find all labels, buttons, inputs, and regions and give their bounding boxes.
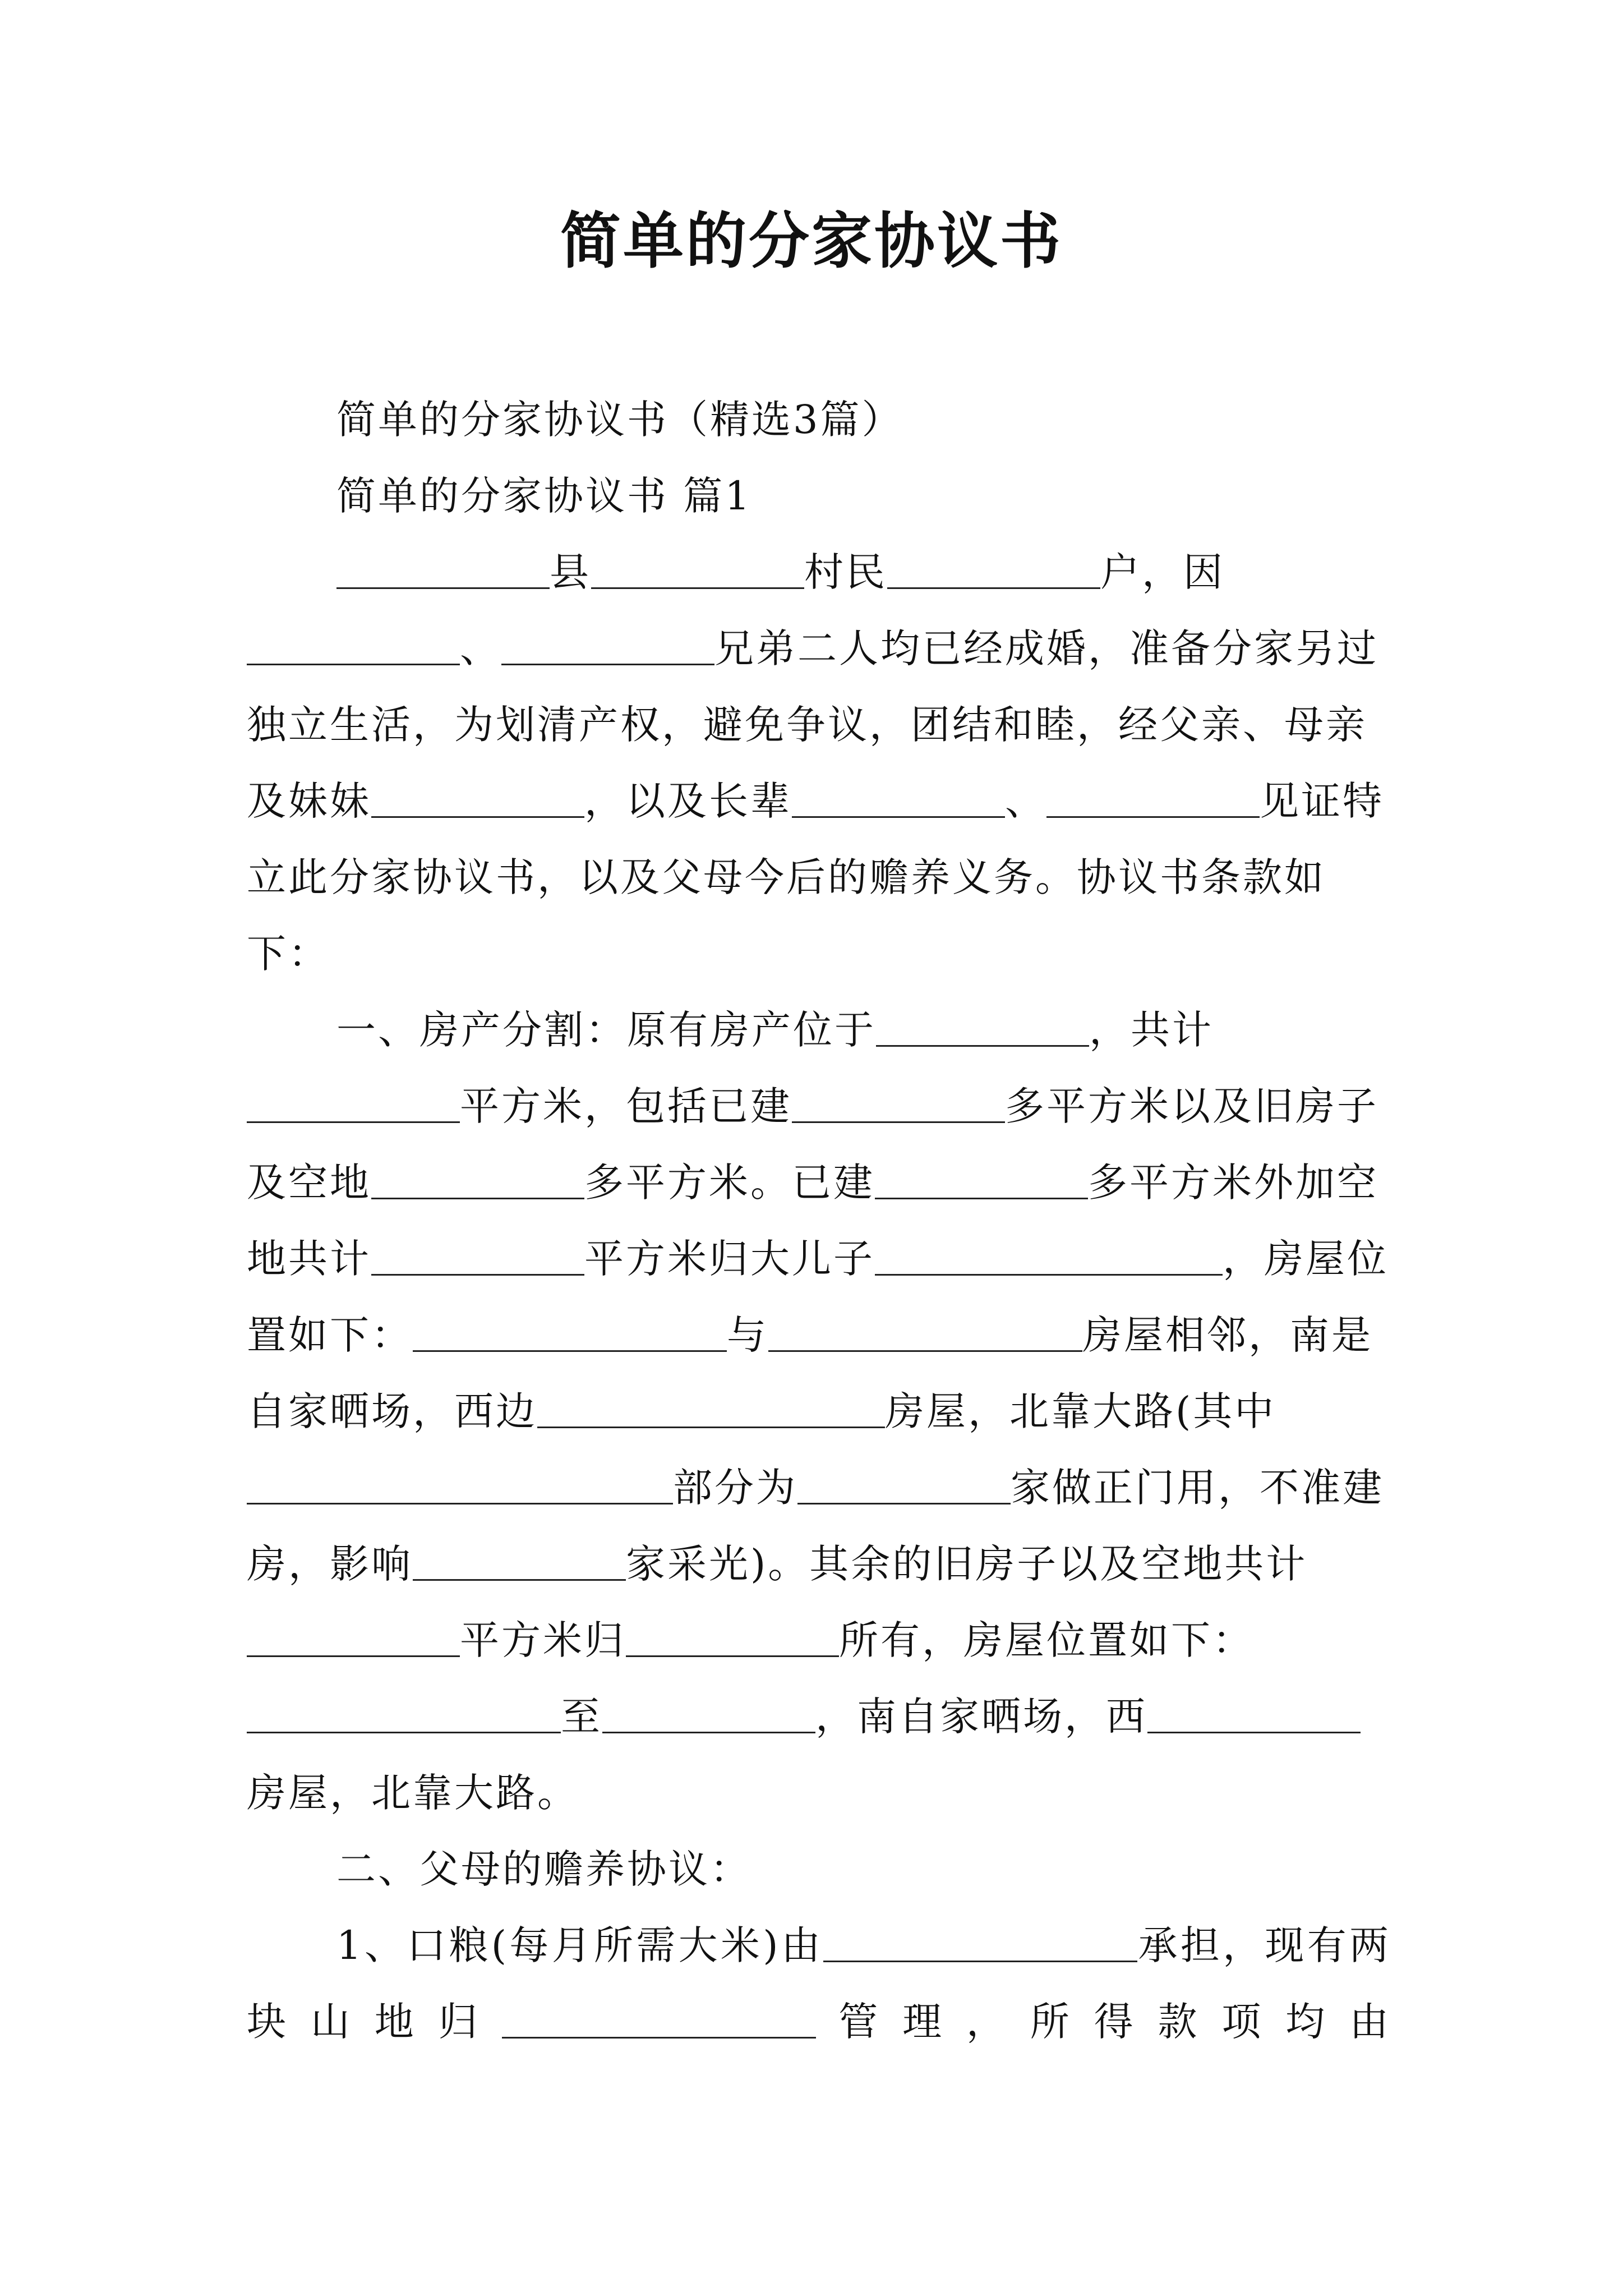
- blank-built-area: [792, 1082, 1005, 1123]
- text-segment: ，南自家晒场，西: [815, 1694, 1147, 1740]
- section-heading: 简单的分家协议书 篇1: [336, 473, 752, 519]
- text-segment: 1、口粮(每月所需大米)由: [336, 1922, 824, 1968]
- blank-old-area: [371, 1158, 584, 1199]
- text-segment: 承担，现有: [1137, 1922, 1350, 1968]
- blank-family-light: [413, 1540, 626, 1581]
- text-segment: 房屋，北靠大路。: [247, 1770, 579, 1816]
- text-segment: 平方米，包括已建: [460, 1083, 792, 1129]
- blank-from: [247, 1692, 561, 1733]
- text-segment: 至: [561, 1694, 602, 1740]
- blank-grain-bearer: [823, 1921, 1137, 1962]
- blank-brother-1: [247, 624, 460, 665]
- blank-elder-1: [792, 777, 1005, 818]
- blank-boundary-2: [768, 1311, 1082, 1352]
- blank-brother-2: [501, 624, 714, 665]
- subtitle: 简单的分家协议书（精选3篇）: [336, 397, 903, 443]
- text-segment: 兄弟二人均已经成婚，准备分家另过独立生活，为划清产权，避免争议，团结和睦，经父亲、母亲及妹妹: [247, 625, 1378, 824]
- blank-remaining-area: [247, 1616, 460, 1657]
- text-segment: 一、房产分割：原有房产位于: [336, 1007, 876, 1053]
- text-segment: 、: [1005, 778, 1046, 824]
- text-segment: 多平方米。已建: [584, 1159, 875, 1205]
- text-segment: ，以及长辈: [584, 778, 792, 824]
- text-segment: 家做正门用，不准建房，影响: [247, 1465, 1384, 1587]
- blank-total-area: [247, 1082, 460, 1123]
- blank-road-part: [247, 1464, 673, 1504]
- text-segment: 县: [550, 549, 591, 595]
- blank-elder-2: [1046, 777, 1260, 818]
- blank-sister: [371, 777, 584, 818]
- paragraph-support-heading: 二、父母的赡养协议：: [336, 1846, 751, 1892]
- text-segment: 平方米归大儿子: [584, 1236, 875, 1282]
- text-segment: 、: [460, 625, 501, 671]
- document-body: [247, 381, 1391, 2060]
- text-segment: 与: [727, 1312, 768, 1358]
- paragraph-property: [247, 992, 1391, 1831]
- blank-combined-area: [371, 1235, 584, 1276]
- blank-land-manager: [502, 1998, 816, 2039]
- blank-west: [1147, 1692, 1361, 1733]
- document-title: 简单的分家协议书: [560, 206, 1063, 277]
- text-segment: ，房屋位置如下：: [247, 1236, 1389, 1358]
- text-segment: ，共计: [1089, 1007, 1214, 1053]
- blank-family-door: [797, 1464, 1011, 1504]
- text-segment: 房屋相邻，南是自家晒场，西边: [247, 1312, 1373, 1434]
- text-segment: 两块山地归: [247, 1922, 1391, 2045]
- text-segment: 部分为: [673, 1465, 797, 1511]
- text-segment: 管理，所得款项均由: [816, 1999, 1391, 2045]
- blank-location: [876, 1006, 1089, 1047]
- blank-owner: [626, 1616, 839, 1657]
- blank-county: [336, 548, 550, 589]
- text-segment: 户，因: [1100, 549, 1225, 595]
- text-segment: 平方米归: [460, 1617, 626, 1663]
- text-segment: 多平方米以及旧房子及空地: [247, 1083, 1378, 1205]
- blank-built-area-2: [875, 1158, 1088, 1199]
- paragraph-grain: [247, 1907, 1391, 2060]
- text-segment: 见证特立此分家协议书，以及父母今后的赡养义务。协议书条款如下：: [247, 778, 1384, 977]
- blank-village: [591, 548, 804, 589]
- blank-household: [887, 548, 1100, 589]
- blank-west-neighbor: [537, 1387, 885, 1428]
- blank-elder-son: [875, 1235, 1223, 1276]
- text-segment: 村民: [804, 549, 887, 595]
- text-segment: 房屋，北靠大路(其中: [885, 1388, 1276, 1434]
- blank-to: [602, 1692, 815, 1733]
- text-segment: 所有，房屋位置如下：: [839, 1617, 1254, 1663]
- text-segment: 多平方米外加空地共计: [247, 1159, 1378, 1282]
- blank-boundary-1: [413, 1311, 727, 1352]
- text-segment: 家采光)。其余的旧房子以及空地共计: [626, 1541, 1308, 1587]
- paragraph-intro: [247, 534, 1391, 992]
